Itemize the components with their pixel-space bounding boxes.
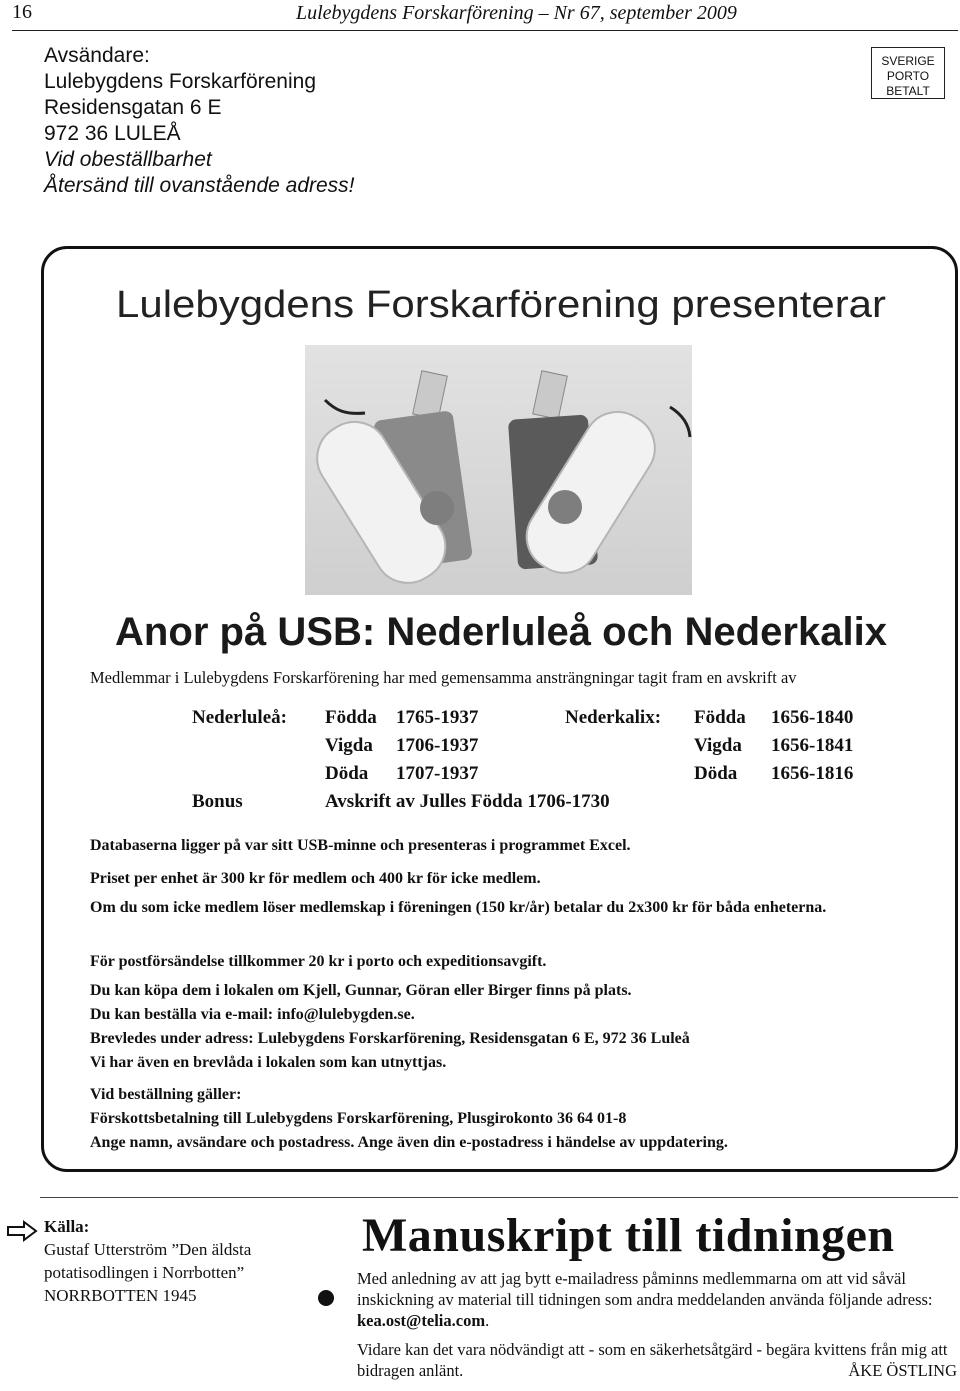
page-number: 16 (12, 1, 32, 23)
publication-header: Lulebygdens Forskarförening – Nr 67, september 2009 (296, 2, 737, 24)
nederkalix-row-3-type: Döda (694, 763, 738, 784)
manuscript-title: Manuskript till tidningen (362, 1209, 895, 1262)
stamp-line-1: SVERIGE (881, 54, 935, 68)
sender-name: Lulebygdens Forskarförening (44, 70, 316, 93)
nederlulea-row-3-type: Döda (325, 763, 369, 784)
ordering-info (90, 979, 928, 1075)
ordering-line-1: Du kan köpa dem i lokalen om Kjell, Gunnar, Göran eller Birger finns på plats. (90, 982, 632, 999)
nederlulea-row-1-years: 1765-1937 (396, 707, 479, 728)
nederlulea-row-2-type: Vigda (325, 735, 373, 756)
manuscript-text-1-end: . (485, 1311, 490, 1330)
return-line-1: Vid obeställbarhet (44, 148, 212, 171)
nederlulea-label: Nederluleå: (192, 707, 287, 728)
sender-street: Residensgatan 6 E (44, 96, 222, 119)
payment-line-3: Ange namn, avsändare och postadress. Ange även din e-postadress i händelse av uppdatering. (90, 1134, 728, 1151)
arrow-right-icon (6, 1220, 40, 1242)
ad-title: Lulebygdens Forskarförening presenterar (116, 284, 886, 326)
nederkalix-row-1-type: Födda (694, 707, 746, 728)
ordering-line-3: Brevledes under adress: Lulebygdens Forskarförening, Residensgatan 6 E, 972 36 Luleå (90, 1030, 690, 1047)
manuscript-email: kea.ost@telia.com (357, 1311, 486, 1330)
usb-info-paragraph: Databaserna ligger på var sitt USB-minne och presenteras i programmet Excel. (90, 837, 631, 854)
nederlulea-row-1-type: Födda (325, 707, 377, 728)
nederkalix-label: Nederkalix: (565, 707, 662, 728)
payment-terms (90, 1083, 928, 1155)
price-paragraph: Priset per enhet är 300 kr för medlem och 400 kr för icke medlem. (90, 870, 541, 887)
return-line-2: Återsänd till ovanstående adress! (44, 174, 355, 197)
bonus-text: Avskrift av Julles Födda 1706-1730 (325, 791, 610, 812)
manuscript-signature: ÅKE ÖSTLING (848, 1361, 957, 1380)
header-divider (12, 30, 958, 31)
postage-paragraph: För postförsändelse tillkommer 20 kr i porto och expeditionsavgift. (90, 953, 547, 970)
manuscript-body (357, 1268, 957, 1389)
source-text: Gustaf Utterström ”Den äldsta potatisodlingen i Norrbotten” (44, 1240, 252, 1282)
sender-address (44, 43, 355, 199)
payment-line-2: Förskottsbetalning till Lulebygdens Forskarförening, Plusgirokonto 36 64 01-8 (90, 1110, 627, 1127)
source-label: Källa: (44, 1217, 90, 1236)
ordering-line-4: Vi har även en brevlåda i lokalen som kan utnyttjas. (90, 1054, 447, 1071)
manuscript-paragraph-1 (357, 1268, 957, 1331)
sender-label: Avsändare: (44, 44, 150, 67)
nederkalix-row-1-years: 1656-1840 (771, 707, 854, 728)
payment-line-1: Vid beställning gäller: (90, 1086, 242, 1103)
nederkalix-row-2-type: Vigda (694, 735, 742, 756)
nederlulea-row-3-years: 1707-1937 (396, 763, 479, 784)
postage-stamp (871, 47, 945, 99)
ad-subtitle: Anor på USB: Nederluleå och Nederkalix (115, 610, 887, 654)
membership-paragraph: Om du som icke medlem löser medlemskap i föreningen (150 kr/år) betalar du 2x300 kr för båda enheterna. (90, 899, 827, 916)
usb-sticks-photo (305, 345, 692, 595)
manuscript-paragraph-2 (357, 1339, 957, 1381)
source-publication: NORRBOTTEN 1945 (44, 1286, 197, 1305)
source-note (44, 1215, 316, 1307)
nederkalix-row-2-years: 1656-1841 (771, 735, 854, 756)
ad-intro: Medlemmar i Lulebygdens Forskarförening har med gemensamma ansträngningar tagit fram en avskrift av (90, 668, 797, 687)
bottom-divider (40, 1197, 958, 1198)
stamp-line-3: BETALT (886, 84, 930, 98)
manuscript-text-2: Vidare kan det vara nödvändigt att - som en säkerhetsåtgärd - begära kvittens från mig att bidragen anlänt. (357, 1340, 948, 1380)
manuscript-text-1: Med anledning av att jag bytt e-mailadress påminns medlemmarna om att vid såväl inskickning av material till tidningen som andra meddelanden använda följande adress: (357, 1269, 933, 1309)
nederkalix-row-3-years: 1656-1816 (771, 763, 854, 784)
bonus-label: Bonus (192, 791, 243, 812)
end-bullet-icon (318, 1290, 334, 1306)
nederlulea-row-2-years: 1706-1937 (396, 735, 479, 756)
ordering-line-2: Du kan beställa via e-mail: info@lulebygden.se. (90, 1006, 415, 1023)
stamp-line-2: PORTO (886, 69, 930, 83)
sender-city: 972 36 LULEÅ (44, 122, 181, 145)
